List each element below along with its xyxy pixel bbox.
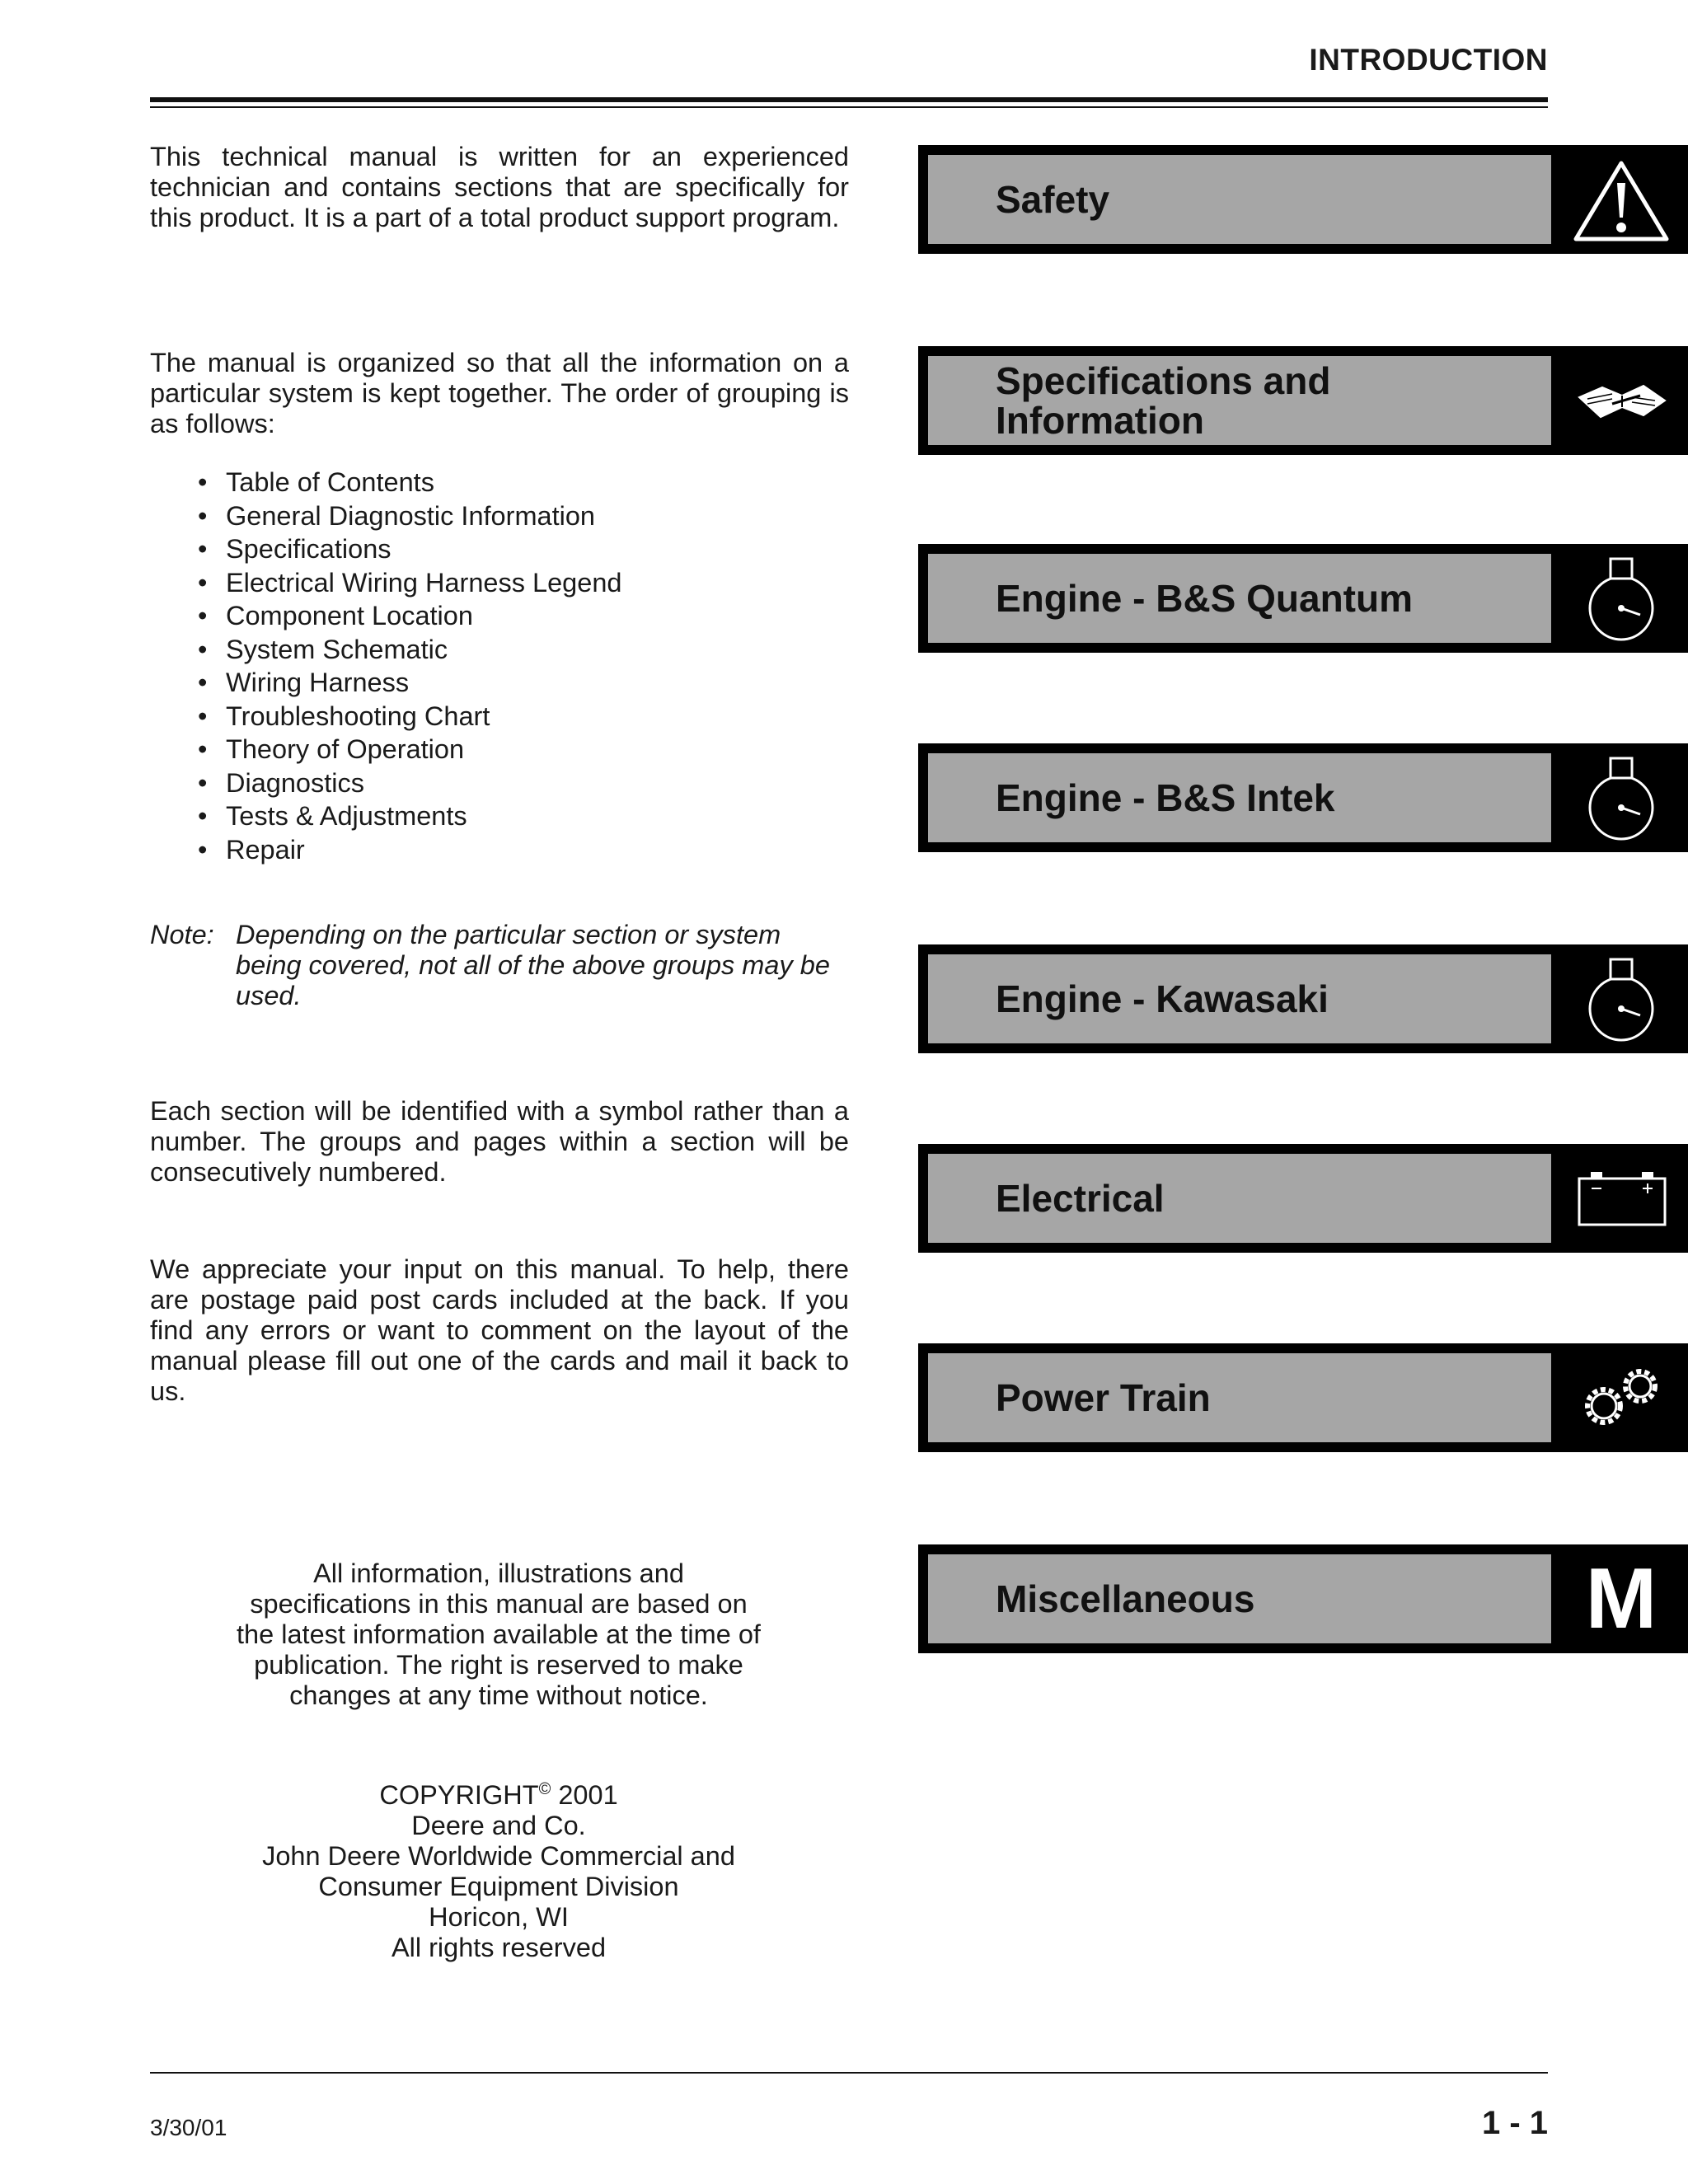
note-line: being covered, not all of the above groups may be [236, 950, 830, 980]
copyright-block [198, 1780, 799, 1963]
list-item: • Tests & Adjustments [198, 799, 622, 833]
copyright-line: Consumer Equipment Division [318, 1872, 679, 1901]
disclaimer-line: specifications in this manual are based on [250, 1589, 748, 1619]
disclaimer-line: publication. The right is reserved to make [254, 1650, 743, 1680]
section-tab-engine-bs-intek[interactable] [918, 743, 1688, 852]
copyright-year: 2001 [551, 1780, 618, 1810]
engine-icon [1554, 944, 1688, 1053]
copyright-line: John Deere Worldwide Commercial and [262, 1841, 735, 1871]
section-tab-safety[interactable] [918, 145, 1688, 254]
list-item: • System Schematic [198, 633, 622, 667]
list-item: • Wiring Harness [198, 666, 622, 700]
list-item: • Table of Contents [198, 466, 622, 499]
disclaimer-line: the latest information available at the time of [237, 1619, 761, 1649]
copyright-word: COPYRIGHT [379, 1780, 539, 1810]
section-tab-label [996, 356, 1330, 445]
copyright-line: Horicon, WI [429, 1902, 569, 1932]
section-symbol-paragraph: Each section will be identified with a symbol rather than a number. The groups and pages within a section will be consecutively numbered. [150, 1096, 849, 1187]
list-item: • Component Location [198, 599, 622, 633]
page-header-title: INTRODUCTION [1309, 43, 1548, 77]
section-tab-miscellaneous[interactable] [918, 1544, 1688, 1653]
section-tab-electrical[interactable] [918, 1144, 1688, 1253]
note-label: Note: [150, 920, 214, 949]
header-rule-thin [150, 106, 1548, 108]
note-line: used. [236, 981, 302, 1010]
section-tab-label: Engine - B&S Intek [996, 776, 1335, 819]
warning-icon [1554, 145, 1688, 254]
book-icon [1554, 346, 1688, 455]
section-tab-label: Engine - Kawasaki [996, 977, 1329, 1020]
list-item: • Electrical Wiring Harness Legend [198, 566, 622, 600]
copyright-symbol: © [538, 1780, 551, 1799]
copyright-line: All rights reserved [391, 1933, 607, 1962]
list-item: • Diagnostics [198, 766, 622, 800]
disclaimer-line: All information, illustrations and [313, 1558, 684, 1588]
section-tab-power-train[interactable] [918, 1343, 1688, 1452]
engine-icon [1554, 743, 1688, 852]
section-tab-label: Electrical [996, 1177, 1165, 1220]
list-item: • General Diagnostic Information [198, 499, 622, 533]
copyright-line: Deere and Co. [411, 1811, 586, 1840]
intro-paragraph: This technical manual is written for an experienced technician and contains sections that are specifically for this product. It is a part of a total product support program. [150, 142, 849, 232]
gears-icon [1554, 1343, 1688, 1452]
footer-date: 3/30/01 [150, 2115, 227, 2140]
list-item: • Specifications [198, 532, 622, 566]
section-tab-label: Safety [996, 178, 1110, 221]
note-block [150, 920, 859, 1011]
disclaimer-block [198, 1558, 799, 1711]
section-tab-engine-bs-quantum[interactable] [918, 544, 1688, 653]
section-tab-engine-kawasaki[interactable] [918, 944, 1688, 1053]
m-letter-icon: M [1585, 1550, 1658, 1647]
copyright-line [198, 1780, 799, 1811]
header-rule-thick [150, 97, 1548, 102]
page-number: 1 - 1 [1481, 2105, 1548, 2141]
list-item: • Repair [198, 833, 622, 867]
label-line: Information [996, 399, 1204, 442]
section-tab-label: Power Train [996, 1376, 1211, 1419]
list-item: • Theory of Operation [198, 733, 622, 766]
section-tab-label: Engine - B&S Quantum [996, 577, 1413, 620]
group-list [198, 466, 622, 866]
section-tab-label: Miscellaneous [996, 1577, 1255, 1620]
section-tab-specifications[interactable] [918, 346, 1688, 455]
label-line: Specifications and [996, 359, 1331, 402]
list-item: • Troubleshooting Chart [198, 700, 622, 733]
footer-rule [150, 2072, 1548, 2074]
engine-icon [1554, 544, 1688, 653]
battery-icon [1554, 1144, 1688, 1253]
organization-paragraph: The manual is organized so that all the information on a particular system is kept together. The order of grouping is as follows: [150, 348, 849, 438]
feedback-paragraph: We appreciate your input on this manual. To help, there are postage paid post cards included at the back. If you find any errors or want to comment on the layout of the manual please fill out one of the cards and mail it back to us. [150, 1254, 849, 1406]
note-line: Depending on the particular section or system [236, 920, 781, 949]
disclaimer-line: changes at any time without notice. [289, 1680, 708, 1710]
